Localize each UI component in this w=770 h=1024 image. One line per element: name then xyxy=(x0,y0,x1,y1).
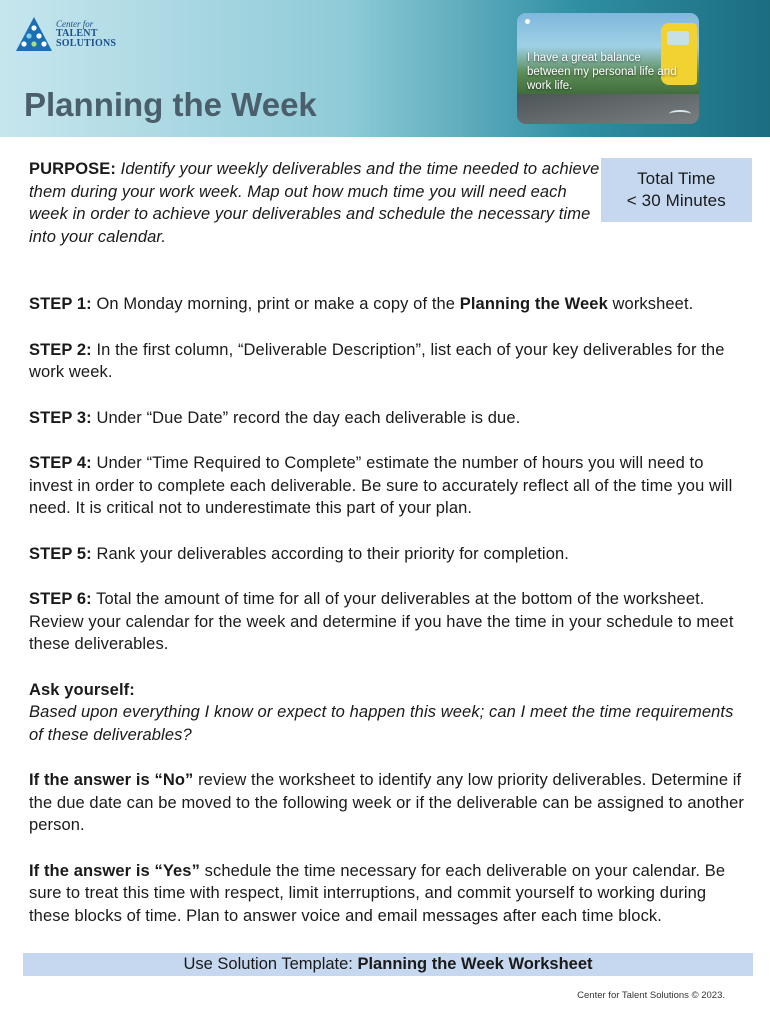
step-1-text-end: worksheet. xyxy=(607,295,694,313)
swoosh-icon xyxy=(669,110,691,118)
ask-yourself xyxy=(29,679,745,747)
step-4-text: Under “Time Required to Complete” estimate the number of hours you will need to invest in order to complete each deliverable. Be sure to accurately reflect all of the time you will need. It is critical not to underestimate this part of your plan. xyxy=(29,454,733,517)
answer-yes-text: schedule the time necessary for each deliverable on your calendar. Be sure to treat this time with respect, limit interruptions, and commit yourself to working during these blocks of time. Plan to answer voice and email messages after each time block. xyxy=(29,861,726,925)
answer-yes xyxy=(29,860,745,928)
instructions-body xyxy=(29,158,745,927)
purpose-label: PURPOSE: xyxy=(29,160,116,178)
purpose-text: Identify your weekly deliverables and the time needed to achieve them during your work week. Map out how much time you will need each week in order to achieve your deliverables and schedule the necessary time into your calendar. xyxy=(29,160,600,246)
triangle-dots-logo-icon xyxy=(14,14,54,54)
step-6-label: STEP 6: xyxy=(29,590,92,608)
company-logo xyxy=(14,14,124,58)
template-prefix: Use Solution Template: xyxy=(183,955,358,973)
photo-caption: I have a great balance between my personal life and work life. xyxy=(527,52,677,92)
solution-template-bar xyxy=(23,953,753,976)
answer-yes-label: If the answer is “Yes” xyxy=(29,861,200,880)
total-time-box xyxy=(601,158,752,222)
step-3-label: STEP 3: xyxy=(29,408,92,427)
answer-no-label: If the answer is “No” xyxy=(29,771,194,789)
page-title: Planning the Week xyxy=(24,86,317,123)
page-header xyxy=(0,0,770,137)
step-2 xyxy=(29,339,745,384)
logo-line-1: Center for xyxy=(56,19,94,29)
step-1-label: STEP 1: xyxy=(29,295,92,313)
purpose-section xyxy=(29,158,745,271)
total-time-label: Total Time xyxy=(637,169,716,188)
ask-yourself-label: Ask yourself: xyxy=(29,680,135,699)
step-2-label: STEP 2: xyxy=(29,340,92,359)
header-photo xyxy=(517,13,699,124)
step-6-text: Total the amount of time for all of your deliverables at the bottom of the worksheet. Review your calendar for the week and determine if you have the time in your schedule to meet these deliverables. xyxy=(29,590,734,653)
step-1-text: On Monday morning, print or make a copy of the xyxy=(91,295,460,313)
template-name: Planning the Week Worksheet xyxy=(357,955,593,973)
logo-line-2: TALENT xyxy=(56,28,98,39)
step-4 xyxy=(29,452,745,520)
photo-dot xyxy=(525,19,530,24)
step-3 xyxy=(29,407,745,430)
ask-yourself-question: Based upon everything I know or expect to happen this week; can I meet the time requirements of these deliverables? xyxy=(29,703,734,744)
step-3-text: Under “Due Date” record the day each deliverable is due. xyxy=(91,408,521,427)
total-time-value: < 30 Minutes xyxy=(626,191,726,210)
copyright-notice: Center for Talent Solutions © 2023. xyxy=(577,990,725,1001)
answer-no xyxy=(29,769,745,837)
step-6 xyxy=(29,588,745,656)
step-5-text: Rank your deliverables according to their priority for completion. xyxy=(91,544,569,563)
step-5-label: STEP 5: xyxy=(29,544,92,563)
answer-no-text: review the worksheet to identify any low priority deliverables. Determine if the due date can be moved to the following week or if the deliverable can be assigned to another person. xyxy=(29,771,744,834)
step-1-worksheet-name: Planning the Week xyxy=(459,295,608,313)
step-2-text: In the first column, “Deliverable Description”, list each of your key deliverables for the work week. xyxy=(29,340,725,381)
road-image xyxy=(517,94,699,124)
step-1 xyxy=(29,293,745,316)
logo-line-3: SOLUTIONS xyxy=(56,38,117,49)
purpose-paragraph xyxy=(29,158,601,248)
step-4-label: STEP 4: xyxy=(29,454,92,472)
step-5 xyxy=(29,543,745,566)
